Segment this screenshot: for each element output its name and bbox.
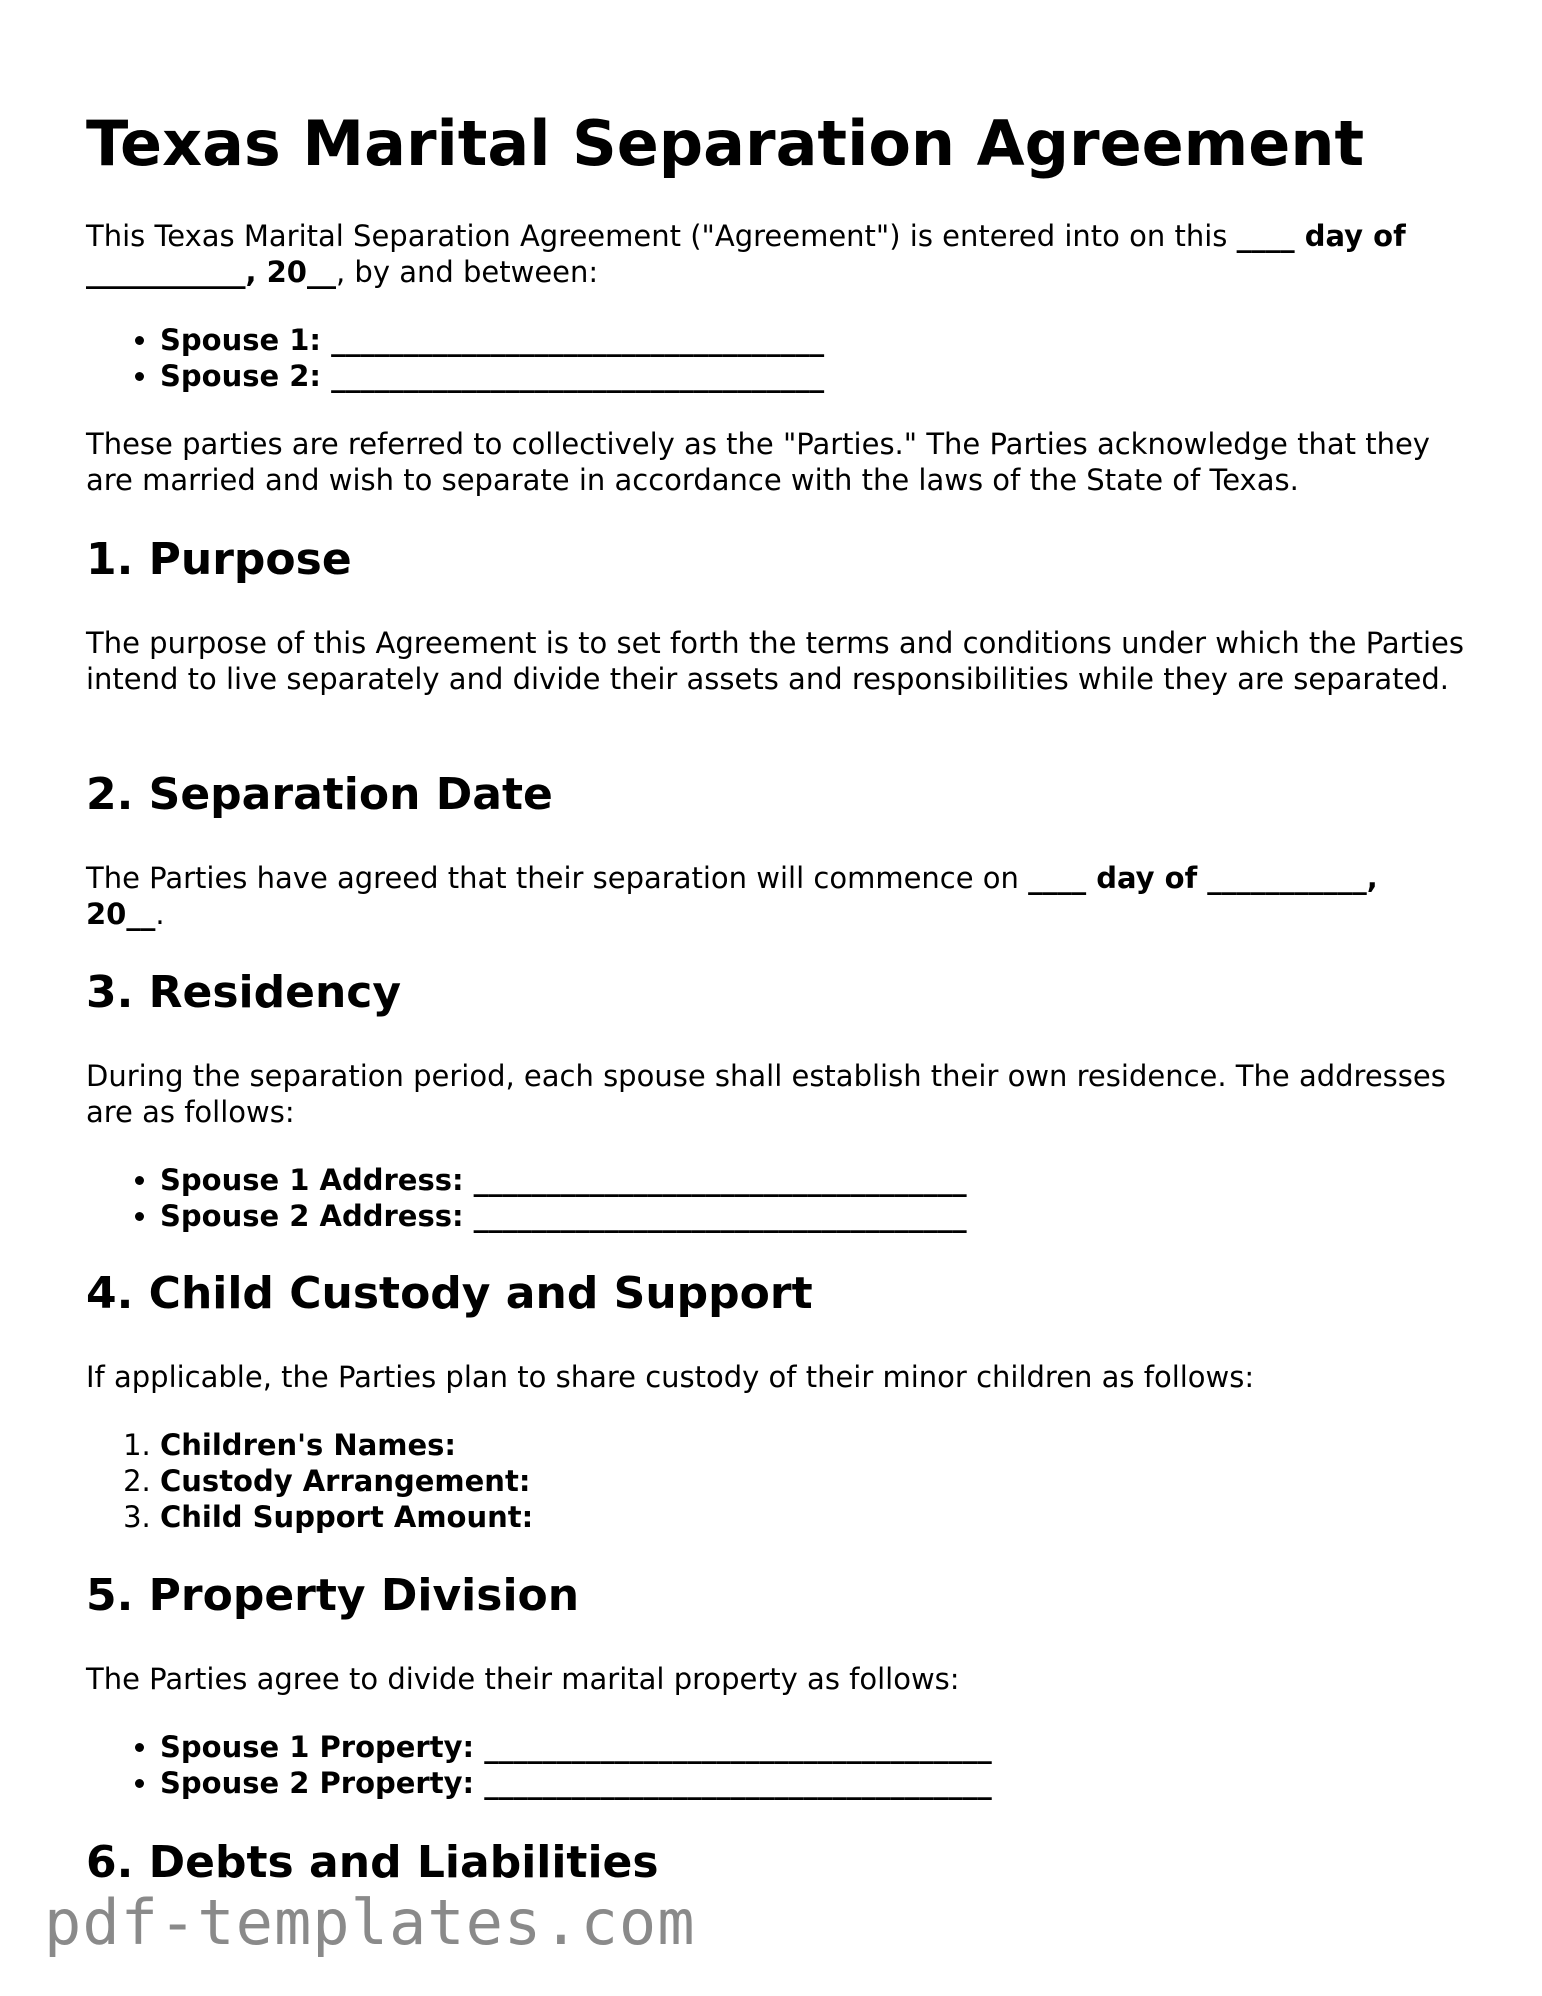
- list-item: [160, 1162, 967, 1198]
- list-item: [160, 1729, 992, 1765]
- spouse-1-address-blank: __________________________________: [463, 1163, 967, 1197]
- watermark-text: pdf-templates.com: [44, 1886, 696, 1959]
- debts-heading: 6. Debts and Liabilities: [86, 1837, 659, 1888]
- spouse-2-property-label: Spouse 2 Property:: [160, 1766, 475, 1800]
- separation-date-heading: 2. Separation Date: [86, 769, 553, 820]
- custody-paragraph: If applicable, the Parties plan to share custody of their minor children as follows:: [86, 1360, 1255, 1394]
- spouse-2-address-label: Spouse 2 Address:: [160, 1199, 464, 1233]
- list-item: [160, 1463, 533, 1499]
- list-item: [160, 1499, 533, 1535]
- intro-paragraph: [86, 218, 1466, 290]
- purpose-heading: 1. Purpose: [86, 534, 352, 585]
- spouse-1-property-label: Spouse 1 Property:: [160, 1730, 475, 1764]
- spouse-2-blank: __________________________________: [321, 359, 825, 393]
- separation-date-paragraph: [86, 860, 1466, 932]
- property-list: [86, 1729, 992, 1801]
- spouse-list: [86, 322, 824, 394]
- separation-date-blank: ____ day of ___________, 20__: [86, 861, 1378, 931]
- purpose-paragraph: The purpose of this Agreement is to set forth the terms and conditions under which the Parties intend to live separately and divide their assets and responsibilities while they are separated.: [86, 626, 1464, 696]
- document-title: Texas Marital Separation Agreement: [86, 107, 1365, 180]
- list-item: [160, 358, 824, 394]
- children-names-label: Children's Names:: [160, 1428, 457, 1462]
- custody-arrangement-label: Custody Arrangement:: [160, 1464, 531, 1498]
- list-item: [160, 1427, 533, 1463]
- residency-heading: 3. Residency: [86, 967, 402, 1018]
- custody-list: [86, 1427, 533, 1535]
- spouse-2-property-blank: ___________________________________: [474, 1766, 992, 1800]
- residency-list: [86, 1162, 967, 1234]
- spouse-1-property-blank: ___________________________________: [474, 1730, 992, 1764]
- spouse-2-address-blank: __________________________________: [463, 1199, 967, 1233]
- spouse-2-label: Spouse 2:: [160, 359, 322, 393]
- custody-heading: 4. Child Custody and Support: [86, 1268, 813, 1319]
- list-item: [160, 1198, 967, 1234]
- spouse-1-blank: __________________________________: [321, 323, 825, 357]
- spouse-1-address-label: Spouse 1 Address:: [160, 1163, 464, 1197]
- parties-paragraph: These parties are referred to collectively as the "Parties." The Parties acknowledge that they are married and wish to separate in accordance with the laws of the State of Texas.: [86, 427, 1430, 497]
- intro-month-blank: ___________, 20__: [86, 255, 336, 289]
- intro-text-end: , by and between:: [335, 255, 599, 289]
- separation-date-text: The Parties have agreed that their separation will commence on: [86, 861, 1029, 895]
- intro-day-blank: ____ day of: [1236, 219, 1406, 253]
- spouse-1-label: Spouse 1:: [160, 323, 322, 357]
- separation-date-text-end: .: [155, 897, 165, 931]
- list-item: [160, 322, 824, 358]
- property-heading: 5. Property Division: [86, 1570, 580, 1621]
- property-paragraph: The Parties agree to divide their marital property as follows:: [86, 1662, 960, 1696]
- residency-paragraph: During the separation period, each spouse shall establish their own residence. The addresses are as follows:: [86, 1059, 1446, 1129]
- intro-text: This Texas Marital Separation Agreement ("Agreement") is entered into on this: [86, 219, 1237, 253]
- list-item: [160, 1765, 992, 1801]
- child-support-amount-label: Child Support Amount:: [160, 1500, 534, 1534]
